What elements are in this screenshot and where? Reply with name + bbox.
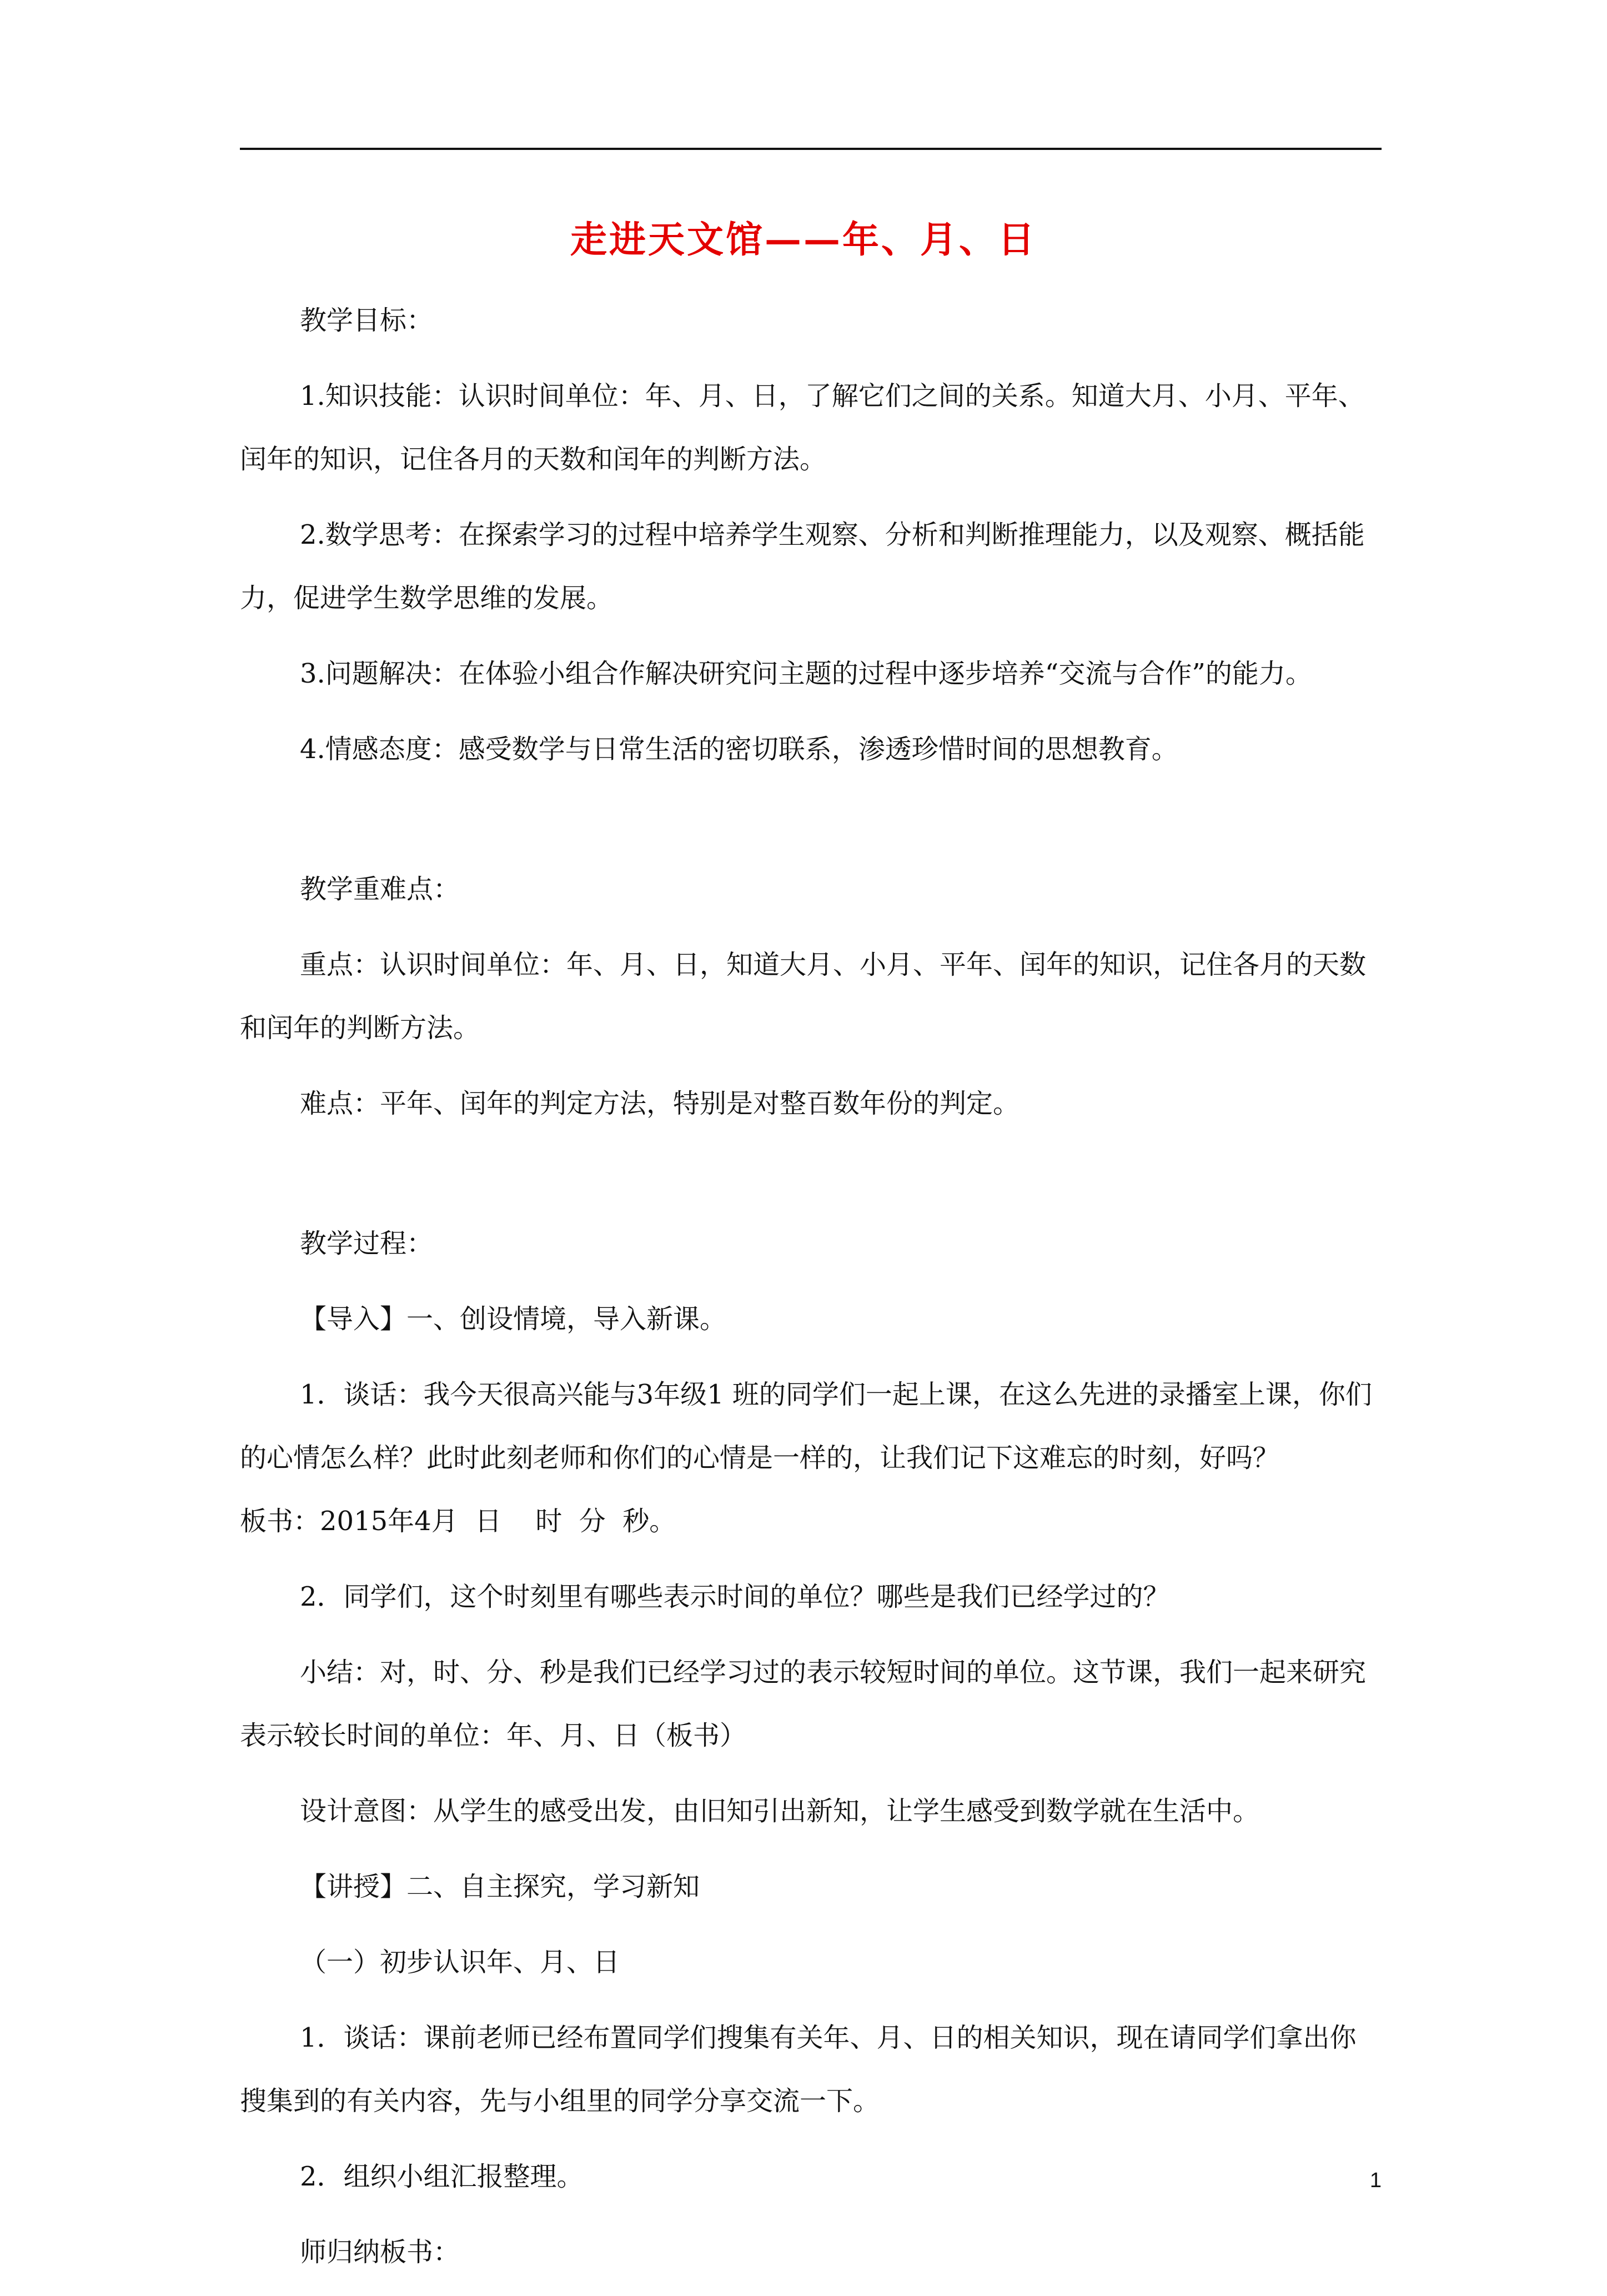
teacher-board: 师归纳板书： — [300, 2237, 460, 2268]
objective-item: 4.情感态度：感受数学与日常生活的密切联系，渗透珍惜时间的思想教育。 — [300, 734, 1178, 765]
page-number: 1 — [1369, 2169, 1382, 2192]
board-text: 板书：2015年4月 日 时 分 秒。 — [240, 1506, 676, 1537]
header-rule — [240, 148, 1382, 150]
intro-title: 【导入】一、创设情境，导入新课。 — [300, 1304, 727, 1335]
process-heading: 教学过程： — [300, 1228, 434, 1259]
difficulty-paragraph: 难点：平年、闰年的判定方法，特别是对整百数年份的判定。 — [300, 1088, 1020, 1119]
section-gap — [240, 793, 1382, 858]
objectives-heading: 教学目标： — [300, 305, 434, 336]
talk-paragraph: 1．谈话：课前老师已经布置同学们搜集有关年、月、日的相关知识，现在请同学们拿出你搜集到的有关内容，先与小组里的同学分享交流一下。 — [240, 2022, 1357, 2117]
section-gap — [240, 1147, 1382, 1212]
document-body — [240, 289, 1382, 2296]
key-points-heading: 教学重难点： — [300, 874, 460, 905]
objective-item: 1.知识技能：认识时间单位：年、月、日，了解它们之间的关系。知道大月、小月、平年、闰年的知识，记住各月的天数和闰年的判断方法。 — [240, 380, 1365, 475]
design-intent: 设计意图：从学生的感受出发，由旧知引出新知，让学生感受到数学就在生活中。 — [300, 1796, 1260, 1827]
document-title: 走进天文馆——年、月、日 — [570, 218, 1037, 261]
question-paragraph: 2．同学们，这个时刻里有哪些表示时间的单位？哪些是我们已经学过的？ — [300, 1581, 1170, 1612]
objective-item: 2.数学思考：在探索学习的过程中培养学生观察、分析和判断推理能力，以及观察、概括能力，促进学生数学思维的发展。 — [240, 519, 1365, 614]
objective-item: 3.问题解决：在体验小组合作解决研究问主题的过程中逐步培养“交流与合作”的能力。 — [300, 658, 1312, 689]
organize-paragraph: 2．组织小组汇报整理。 — [300, 2161, 584, 2192]
talk-paragraph: 1．谈话：我今天很高兴能与3年级1 班的同学们一起上课，在这么先进的录播室上课，你们的心情怎么样？此时此刻老师和你们的心情是一样的，让我们记下这难忘的时刻，好吗？ — [240, 1379, 1372, 1473]
summary-paragraph: 小结：对，时、分、秒是我们已经学习过的表示较短时间的单位。这节课，我们一起来研究表示较长时间的单位：年、月、日（板书） — [240, 1657, 1367, 1751]
subsection-title: （一）初步认识年、月、日 — [300, 1947, 620, 1978]
lecture-title: 【讲授】二、自主探究，学习新知 — [300, 1871, 700, 1902]
focus-paragraph: 重点：认识时间单位：年、月、日，知道大月、小月、平年、闰年的知识，记住各月的天数和闰年的判断方法。 — [240, 949, 1367, 1044]
